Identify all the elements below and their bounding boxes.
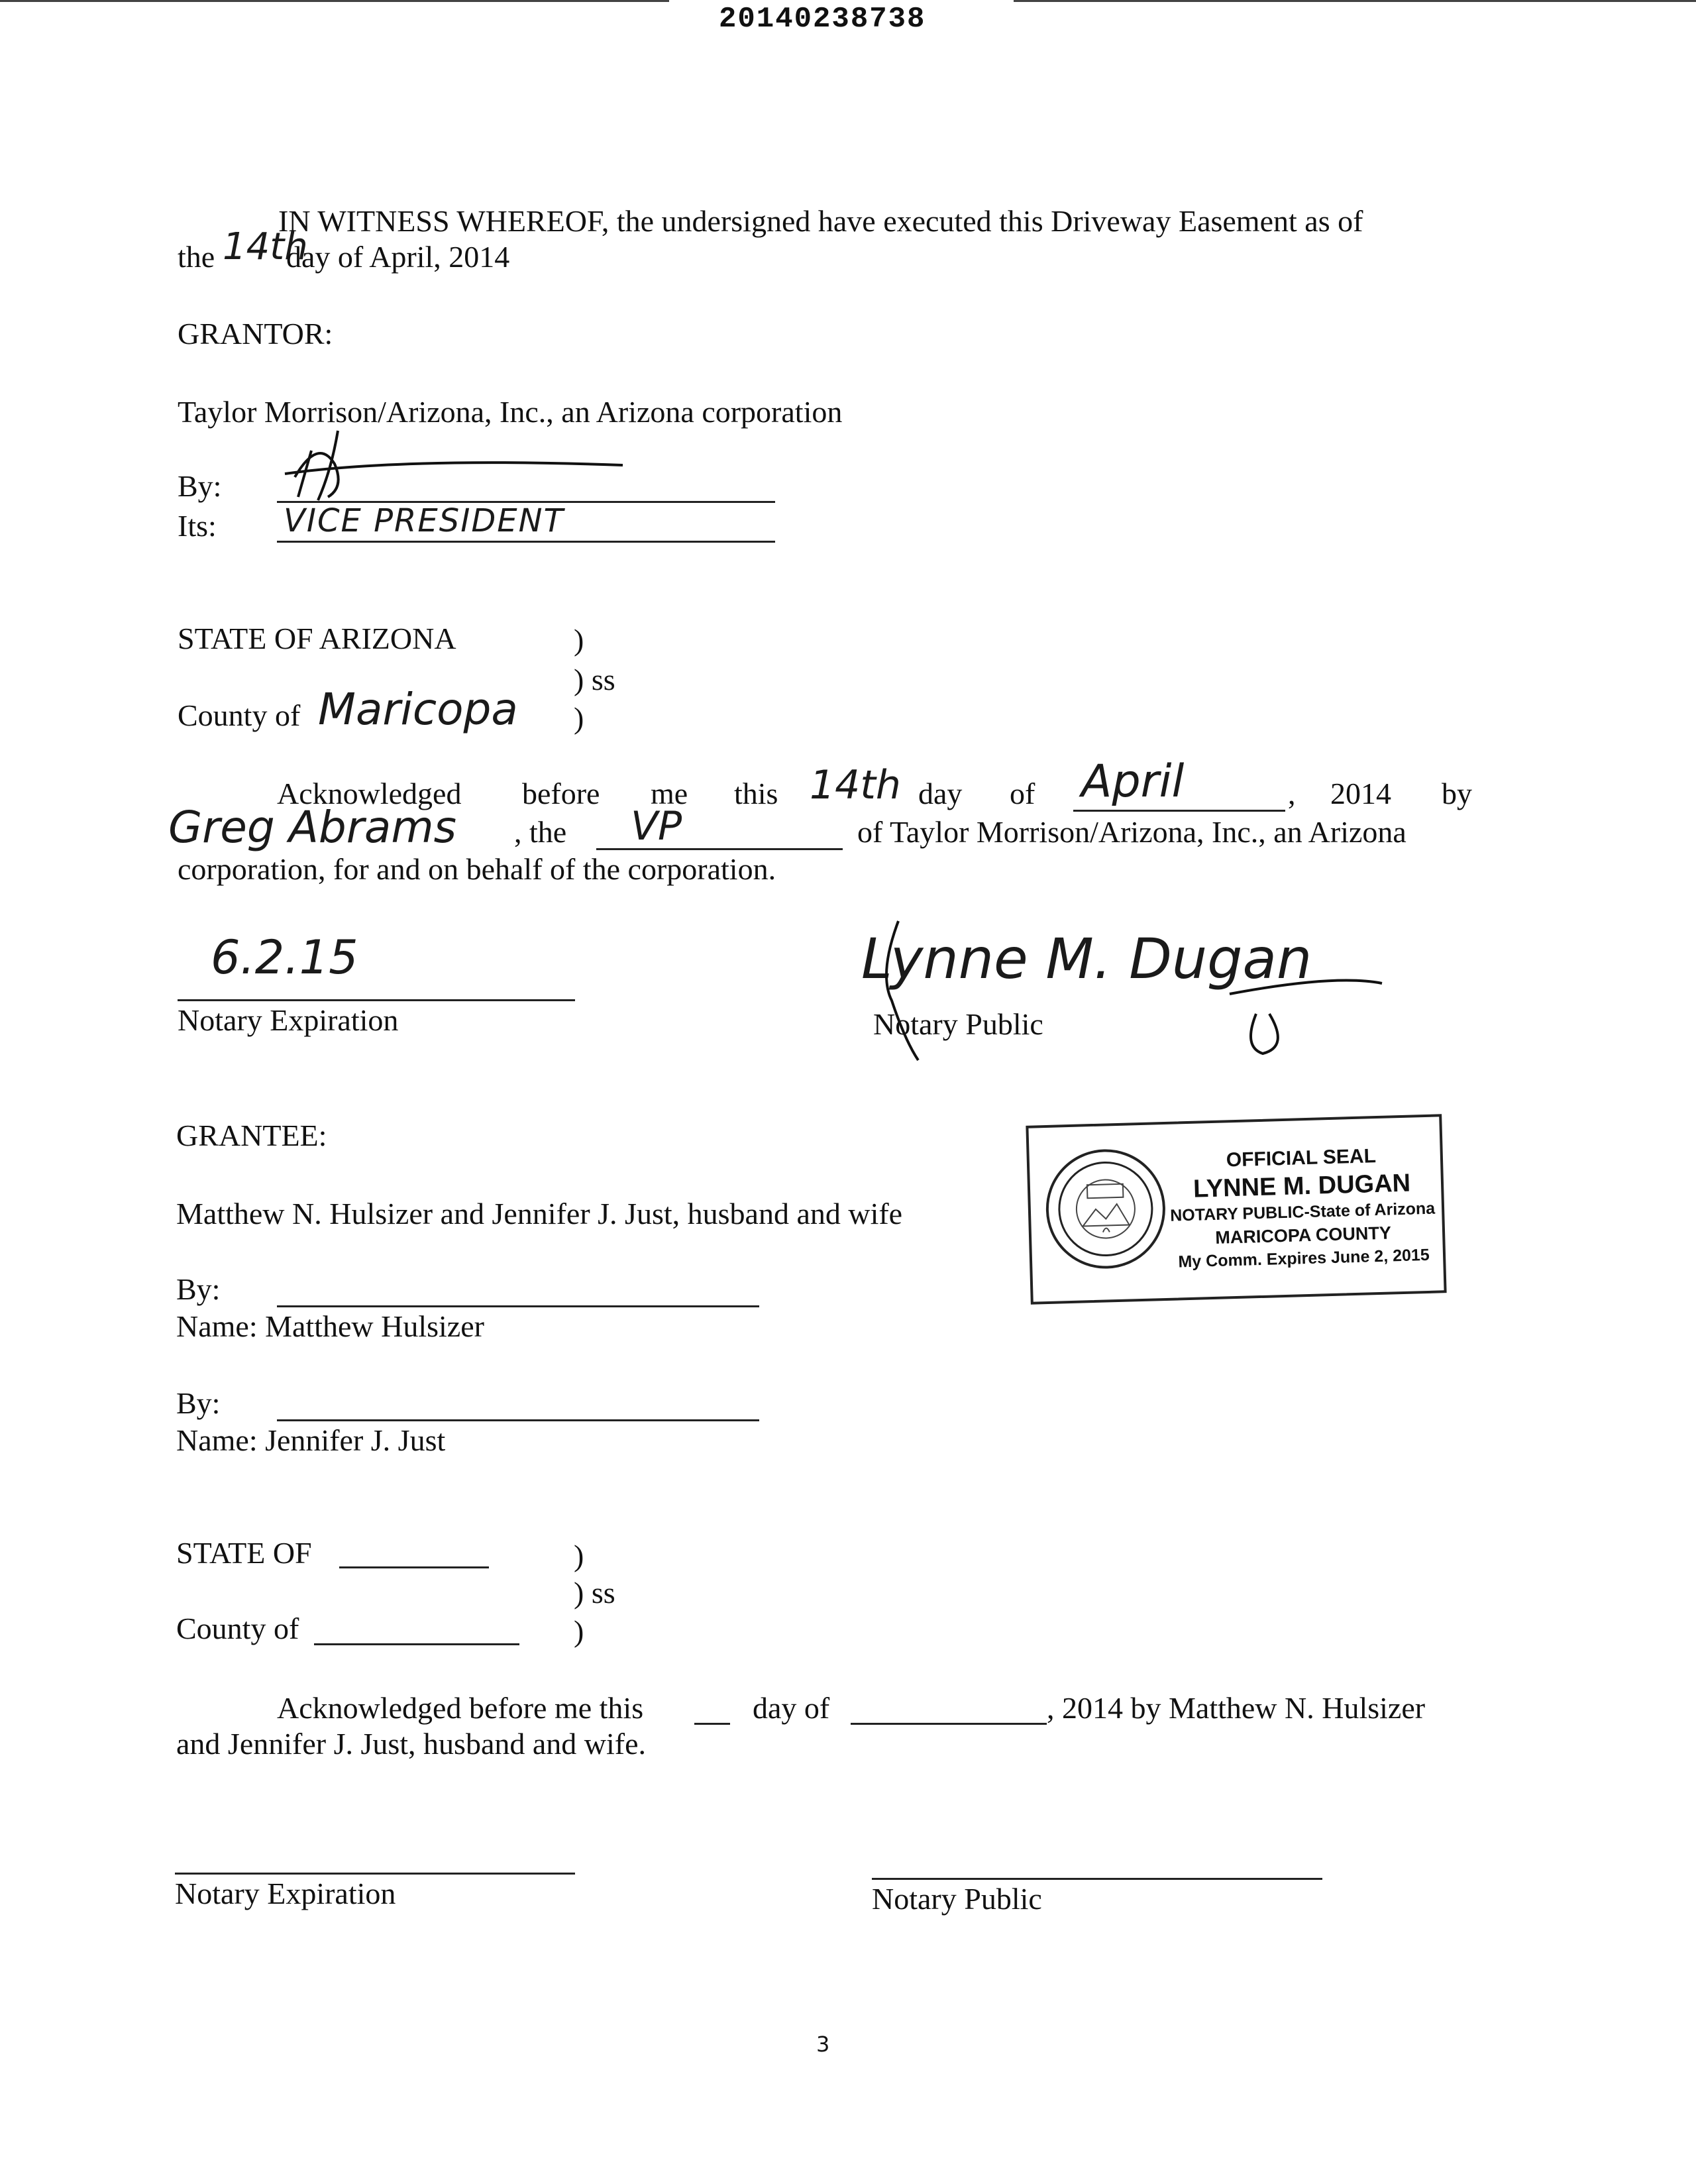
ack1-word-me: me (651, 777, 688, 810)
notary1-expiration-label: Notary Expiration (178, 1003, 399, 1037)
ack2-month-line (851, 1723, 1047, 1725)
notary2-county-label: County of (176, 1611, 299, 1645)
notary1-county-label: County of (178, 698, 301, 732)
grantee-name-2: Name: Jennifer J. Just (176, 1423, 446, 1457)
ack2-part-a: Acknowledged before me this (277, 1691, 644, 1725)
grantee-by-2-line (277, 1419, 759, 1421)
notary2-state: STATE OF (176, 1536, 312, 1570)
ack1-year: 2014 (1330, 777, 1391, 810)
grantor-entity: Taylor Morrison/Arizona, Inc., an Arizona corporation (178, 395, 843, 429)
ack1-by: by (1442, 777, 1472, 810)
grantor-by-label: By: (178, 469, 222, 503)
seal-line-2: LYNNE M. DUGAN (1192, 1169, 1411, 1203)
official-seal-stamp (1026, 1114, 1446, 1304)
page-number: 3 (816, 2032, 830, 2057)
notary2-expiration-line (175, 1873, 575, 1875)
witness-the: the (178, 240, 215, 274)
ack1-word-before: before (522, 777, 600, 810)
notary2-paren-1: ) (574, 1539, 584, 1572)
witness-line-1: IN WITNESS WHEREOF, the undersigned have executed this Driveway Easement as of (278, 204, 1363, 238)
ack1-comma: , (1288, 777, 1296, 810)
ack1-month-line (1073, 810, 1285, 812)
top-border-left (0, 0, 669, 2)
recording-number: 20140238738 (719, 3, 926, 36)
grantor-its-line (277, 541, 775, 543)
seal-line-5: My Comm. Expires June 2, 2015 (1178, 1245, 1430, 1272)
notary2-paren-3: ) (574, 1614, 584, 1648)
top-border-right (1014, 0, 1696, 2)
ack2-part-b: day of (753, 1691, 830, 1725)
witness-day-handwritten: 14th (223, 225, 308, 268)
notary1-ss: ) ss (574, 663, 615, 696)
grantor-heading: GRANTOR: (178, 317, 333, 351)
ack2-day-line (694, 1723, 730, 1725)
grantee-heading: GRANTEE: (176, 1119, 327, 1152)
notary1-public-label: Notary Public (873, 1007, 1043, 1041)
notary1-expiration-line (178, 999, 575, 1001)
notary2-expiration-label: Notary Expiration (175, 1877, 396, 1910)
grantee-by-1-line (277, 1305, 759, 1307)
notary1-public-signature: Lynne M. Dugan (861, 926, 1312, 991)
ack1-title-handwritten: VP (631, 803, 682, 849)
ack2-line-2: and Jennifer J. Just, husband and wife. (176, 1727, 647, 1761)
ack1-of-entity: of Taylor Morrison/Arizona, Inc., an Arizona (857, 815, 1406, 849)
notary2-state-line (339, 1566, 489, 1568)
notary1-expiration-handwritten: 6.2.15 (211, 930, 358, 985)
grantor-signature-icon (272, 424, 629, 510)
seal-line-1: OFFICIAL SEAL (1226, 1145, 1377, 1172)
notary2-county-line (314, 1643, 519, 1645)
ack1-word-this: this (734, 777, 778, 810)
ack2-part-c: , 2014 by Matthew N. Hulsizer (1047, 1691, 1426, 1725)
arizona-state-seal-icon (1041, 1144, 1170, 1274)
notary2-public-label: Notary Public (872, 1882, 1042, 1916)
grantor-its-label: Its: (178, 509, 217, 543)
notary1-county-value: Maricopa (318, 684, 518, 735)
notary2-ss: ) ss (574, 1576, 615, 1610)
grantee-by-1-label: By: (176, 1272, 221, 1306)
ack1-word-day: day (918, 777, 963, 810)
seal-line-4: MARICOPA COUNTY (1215, 1223, 1392, 1248)
grantee-name-1: Name: Matthew Hulsizer (176, 1309, 484, 1343)
notary1-state: STATE OF ARIZONA (178, 622, 456, 655)
notary1-paren-1: ) (574, 623, 584, 657)
ack1-word-acknowledged: Acknowledged (277, 777, 462, 810)
ack1-word-of: of (1010, 777, 1035, 810)
ack1-line-3: corporation, for and on behalf of the corporation. (178, 852, 776, 886)
grantee-parties: Matthew N. Hulsizer and Jennifer J. Just, husband and wife (176, 1197, 903, 1230)
notary1-paren-3: ) (574, 701, 584, 735)
notary2-public-line (872, 1878, 1322, 1880)
notary-signature-flourish-icon (859, 914, 1389, 1067)
grantor-its-value: VICE PRESIDENT (284, 502, 564, 539)
ack1-month-handwritten: April (1081, 755, 1185, 808)
seal-line-3: NOTARY PUBLIC-State of Arizona (1169, 1199, 1436, 1225)
ack1-name-handwritten: Greg Abrams (168, 802, 457, 853)
witness-date-rest: day of April, 2014 (286, 240, 510, 274)
grantee-by-2-label: By: (176, 1386, 221, 1420)
ack1-day-handwritten: 14th (810, 762, 901, 808)
ack1-the: , the (514, 815, 567, 849)
